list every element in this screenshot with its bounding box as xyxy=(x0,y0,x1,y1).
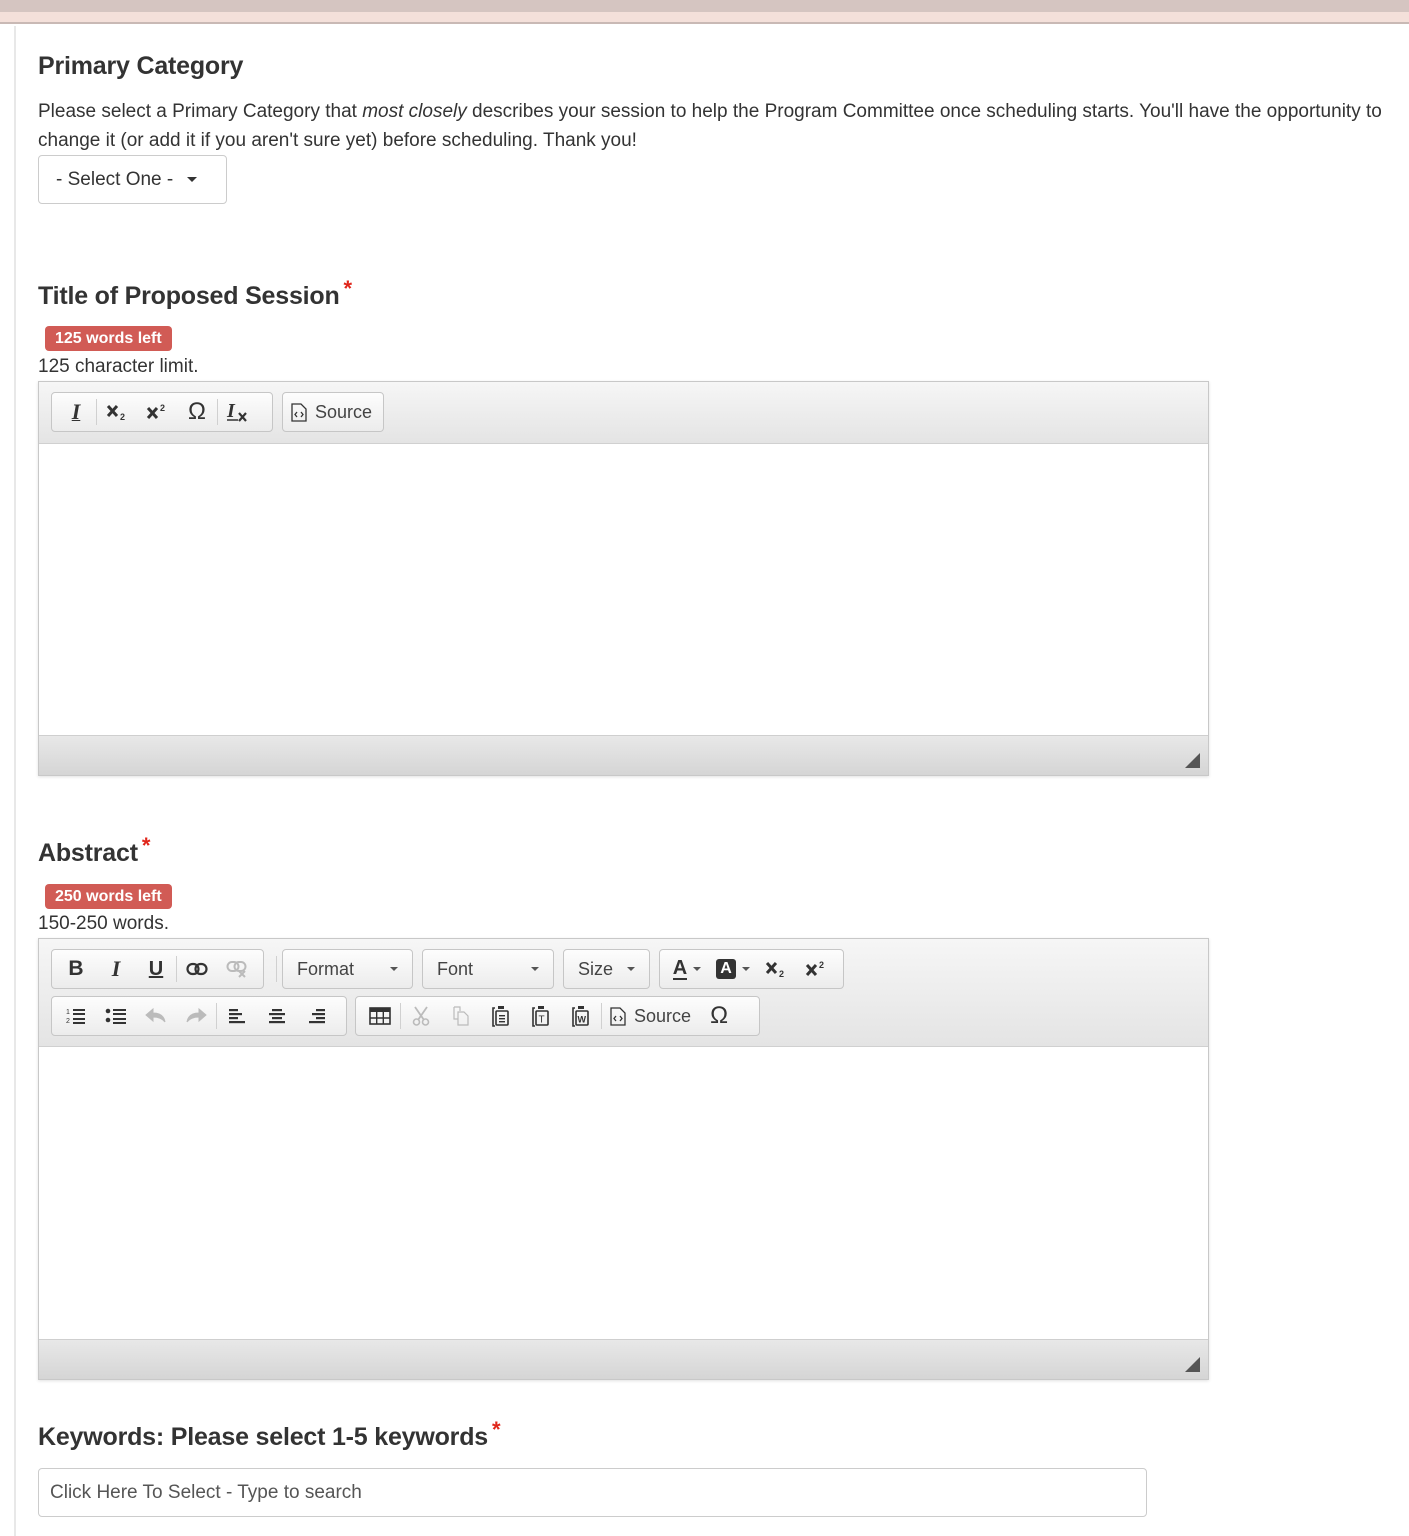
link-button[interactable] xyxy=(177,953,217,985)
svg-text:2: 2 xyxy=(819,960,825,970)
scissors-icon xyxy=(412,1006,430,1026)
primary-category-select[interactable] xyxy=(38,155,227,204)
redo-button[interactable] xyxy=(176,1000,216,1032)
abstract-content-area[interactable] xyxy=(39,1047,1208,1339)
table-button[interactable] xyxy=(360,1000,400,1032)
title-session-hint: 125 character limit. xyxy=(38,356,199,377)
subscript-button[interactable] xyxy=(756,953,796,985)
numbered-list-icon xyxy=(66,1007,86,1025)
resize-handle-icon[interactable] xyxy=(1185,1357,1200,1372)
editor-status-bar xyxy=(39,735,1208,775)
size-dropdown[interactable] xyxy=(563,949,650,989)
italic-icon: I xyxy=(111,956,121,981)
word-count-badge: 250 words left xyxy=(45,884,172,909)
bulleted-list-button[interactable] xyxy=(96,1000,136,1032)
chevron-down-icon xyxy=(531,967,539,971)
title-session-label: Title of Proposed Session * xyxy=(38,276,352,310)
svg-text:2: 2 xyxy=(160,403,166,413)
svg-text:1: 1 xyxy=(66,1009,70,1016)
align-center-icon xyxy=(268,1007,286,1025)
toolbar-group-basic xyxy=(51,392,273,432)
text-color-button[interactable] xyxy=(664,953,710,985)
unlink-icon xyxy=(226,960,248,978)
table-icon xyxy=(369,1007,391,1025)
chevron-down-icon xyxy=(627,967,635,971)
underline-icon: U xyxy=(148,957,164,980)
svg-text:2: 2 xyxy=(66,1018,70,1025)
source-icon xyxy=(291,403,307,422)
superscript-button[interactable] xyxy=(796,953,836,985)
source-button[interactable] xyxy=(282,392,384,432)
align-right-button[interactable] xyxy=(297,1000,337,1032)
svg-text:2: 2 xyxy=(120,412,126,421)
remove-format-icon xyxy=(226,401,250,423)
editor-toolbar xyxy=(39,939,1208,1047)
text-color-icon: A xyxy=(672,957,688,979)
font-dropdown[interactable] xyxy=(422,949,554,989)
paste-text-button[interactable] xyxy=(521,1000,561,1032)
toolbar-group-colors xyxy=(659,949,844,989)
italic-icon: I xyxy=(71,399,81,424)
italic-button[interactable] xyxy=(96,953,136,985)
omega-icon: Ω xyxy=(188,398,206,425)
bold-icon: B xyxy=(68,957,84,980)
abstract-editor xyxy=(38,938,1209,1380)
top-banner-strip xyxy=(0,12,1409,24)
superscript-icon xyxy=(805,960,827,978)
copy-icon xyxy=(452,1006,470,1026)
chevron-down-icon xyxy=(187,177,197,182)
paste-word-button[interactable] xyxy=(561,1000,601,1032)
special-char-button[interactable] xyxy=(699,1000,739,1032)
source-button[interactable] xyxy=(602,1000,699,1032)
bg-color-icon: A xyxy=(716,959,736,979)
toolbar-group-basicstyles xyxy=(51,949,264,989)
bg-color-button[interactable] xyxy=(710,953,756,985)
unlink-button[interactable] xyxy=(217,953,257,985)
required-asterisk: * xyxy=(141,833,151,858)
chevron-down-icon xyxy=(390,967,398,971)
remove-format-button[interactable] xyxy=(218,396,258,428)
primary-category-description: Please select a Primary Category that most closely describes your session to help the Program Committee once scheduling starts. You'll have the opportunity to change it (or add it if you aren't sure yet) before scheduling. Thank you! xyxy=(38,101,1382,151)
superscript-icon xyxy=(146,403,168,421)
source-label: Source xyxy=(634,1005,692,1026)
align-left-icon xyxy=(228,1007,246,1025)
italic-button[interactable] xyxy=(56,396,96,428)
toolbar-separator xyxy=(276,956,277,982)
left-border xyxy=(14,26,16,1536)
abstract-hint: 150-250 words. xyxy=(38,913,169,934)
svg-text:T: T xyxy=(538,1014,545,1026)
copy-button[interactable] xyxy=(441,1000,481,1032)
abstract-label: Abstract * xyxy=(38,833,151,867)
align-right-icon xyxy=(308,1007,326,1025)
required-asterisk: * xyxy=(491,1417,501,1442)
chevron-down-icon xyxy=(742,967,750,971)
format-dropdown[interactable] xyxy=(282,949,413,989)
keywords-search-input[interactable] xyxy=(38,1468,1147,1517)
paste-icon xyxy=(492,1005,510,1027)
editor-status-bar xyxy=(39,1339,1208,1379)
primary-category-label: Primary Category xyxy=(38,52,244,80)
svg-text:W: W xyxy=(577,1014,586,1025)
source-label: Source xyxy=(315,401,373,422)
subscript-icon xyxy=(106,403,128,421)
title-session-content-area[interactable] xyxy=(39,444,1208,736)
toolbar-group-insert xyxy=(355,996,760,1036)
paste-text-icon xyxy=(532,1005,550,1027)
omega-icon: Ω xyxy=(710,1002,729,1029)
superscript-button[interactable] xyxy=(137,396,177,428)
keywords-placeholder: Click Here To Select - Type to search xyxy=(50,1481,362,1503)
numbered-list-button[interactable] xyxy=(56,1000,96,1032)
underline-button[interactable] xyxy=(136,953,176,985)
font-label: Font xyxy=(437,958,474,979)
cut-button[interactable] xyxy=(401,1000,441,1032)
svg-text:2: 2 xyxy=(779,969,785,978)
paste-word-icon xyxy=(572,1005,590,1027)
keywords-label: Keywords: Please select 1-5 keywords * xyxy=(38,1417,501,1451)
svg-text:I: I xyxy=(227,401,235,422)
required-asterisk: * xyxy=(343,276,352,301)
bold-button[interactable] xyxy=(56,953,96,985)
link-icon xyxy=(186,962,208,976)
size-label: Size xyxy=(578,958,614,979)
undo-icon xyxy=(145,1008,167,1024)
editor-toolbar xyxy=(39,382,1208,444)
primary-category-select-value: - Select One - xyxy=(56,168,174,190)
word-count-badge: 125 words left xyxy=(45,326,172,351)
chevron-down-icon xyxy=(693,967,701,971)
top-banner xyxy=(0,0,1409,12)
subscript-icon xyxy=(765,960,787,978)
paste-button[interactable] xyxy=(481,1000,521,1032)
bulleted-list-icon xyxy=(105,1007,127,1025)
title-session-editor xyxy=(38,381,1209,776)
subscript-button[interactable] xyxy=(97,396,137,428)
resize-handle-icon[interactable] xyxy=(1185,753,1200,768)
format-label: Format xyxy=(297,958,355,979)
align-center-button[interactable] xyxy=(257,1000,297,1032)
redo-icon xyxy=(185,1008,207,1024)
source-icon xyxy=(610,1007,626,1026)
toolbar-group-paragraph xyxy=(51,996,347,1036)
special-char-button[interactable] xyxy=(177,396,217,428)
align-left-button[interactable] xyxy=(217,1000,257,1032)
undo-button[interactable] xyxy=(136,1000,176,1032)
